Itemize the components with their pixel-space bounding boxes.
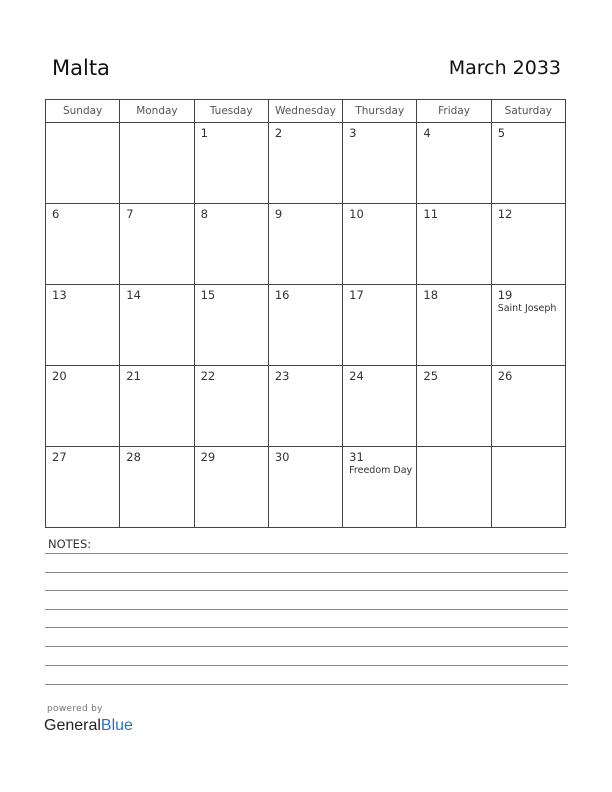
weekday-header: Thursday [343,100,417,123]
calendar-day-cell [417,204,491,285]
notes-label: NOTES: [48,537,92,551]
logo-general-text: General [44,717,101,734]
day-number: 11 [423,207,439,221]
calendar-day-cell [343,123,417,204]
day-number: 1 [200,126,208,140]
calendar-day-cell [491,366,565,447]
notes-rule-line [45,553,568,554]
calendar-day-cell [491,123,565,204]
weekday-header: Tuesday [194,100,268,123]
day-number: 6 [52,207,60,221]
day-number: 8 [200,207,208,221]
calendar-month-title: March 2033 [448,57,561,79]
day-number: 31 [349,450,364,464]
day-number: 15 [200,288,216,302]
notes-rule-line [45,590,568,591]
calendar-week-row [46,123,566,204]
calendar-day-cell [120,366,194,447]
day-number: 22 [200,369,216,383]
calendar-day-cell [417,366,491,447]
day-number: 27 [52,450,67,464]
generalblue-logo [44,717,133,735]
calendar-week-row [46,285,566,366]
powered-by-text: powered by [47,704,103,714]
weekday-header: Monday [120,100,194,123]
calendar-week-row [46,366,566,447]
day-number: 14 [126,288,141,302]
calendar-day-cell [120,447,194,528]
calendar-day-cell [343,285,417,366]
calendar-day-cell [194,366,268,447]
notes-rule-line [45,646,568,647]
calendar-country-title: Malta [52,56,110,80]
calendar-week-row [46,447,566,528]
notes-rule-line [45,572,568,573]
day-number: 3 [349,126,357,140]
day-number: 16 [274,288,290,302]
day-number: 20 [52,369,67,383]
calendar-grid [45,99,566,528]
calendar-day-cell [194,123,268,204]
day-number: 30 [274,450,290,464]
day-number: 4 [423,126,431,140]
calendar-day-cell [268,447,342,528]
day-number: 2 [274,126,283,140]
calendar-day-cell [268,285,342,366]
calendar-day-cell [343,366,417,447]
weekday-header-row [46,100,566,123]
calendar-day-cell [417,285,491,366]
day-number: 25 [423,369,439,383]
calendar-day-cell [343,447,417,528]
day-number: 21 [126,369,141,383]
day-number: 5 [497,126,506,140]
calendar-day-cell [194,285,268,366]
weekday-header: Friday [417,100,491,123]
day-number: 26 [497,369,513,383]
calendar-day-cell [46,366,120,447]
calendar-day-cell [194,204,268,285]
calendar-day-cell [120,123,194,204]
day-number: 17 [349,288,364,302]
holiday-label: Saint Joseph [497,303,557,314]
calendar-day-cell [46,285,120,366]
calendar-day-cell [268,366,342,447]
calendar-day-cell [120,204,194,285]
day-number: 12 [497,207,513,221]
calendar-day-cell [268,204,342,285]
weekday-header: Wednesday [268,100,342,123]
calendar-day-cell [417,123,491,204]
day-number: 19 [497,288,513,302]
day-number: 13 [52,288,67,302]
day-number: 28 [126,450,141,464]
calendar-day-cell [491,285,565,366]
calendar-body [46,123,566,528]
calendar-day-cell [46,447,120,528]
calendar-day-cell [417,447,491,528]
day-number: 9 [274,207,283,221]
day-number: 7 [126,207,134,221]
calendar-day-cell [268,123,342,204]
calendar-day-cell [343,204,417,285]
day-number: 29 [200,450,216,464]
notes-rule-line [45,609,568,610]
calendar-day-cell [491,204,565,285]
weekday-header: Saturday [491,100,565,123]
holiday-label: Freedom Day [349,465,413,476]
day-number: 10 [349,207,364,221]
calendar-week-row [46,204,566,285]
calendar-day-cell [491,447,565,528]
day-number: 23 [274,369,290,383]
notes-rule-line [45,684,568,685]
day-number: 24 [349,369,364,383]
logo-blue-text: Blue [100,717,133,734]
calendar-day-cell [46,204,120,285]
calendar-day-cell [194,447,268,528]
day-number: 18 [423,288,439,302]
calendar-day-cell [46,123,120,204]
notes-rule-line [45,665,568,666]
weekday-header: Sunday [46,100,120,123]
calendar-day-cell [120,285,194,366]
notes-rule-line [45,627,568,628]
